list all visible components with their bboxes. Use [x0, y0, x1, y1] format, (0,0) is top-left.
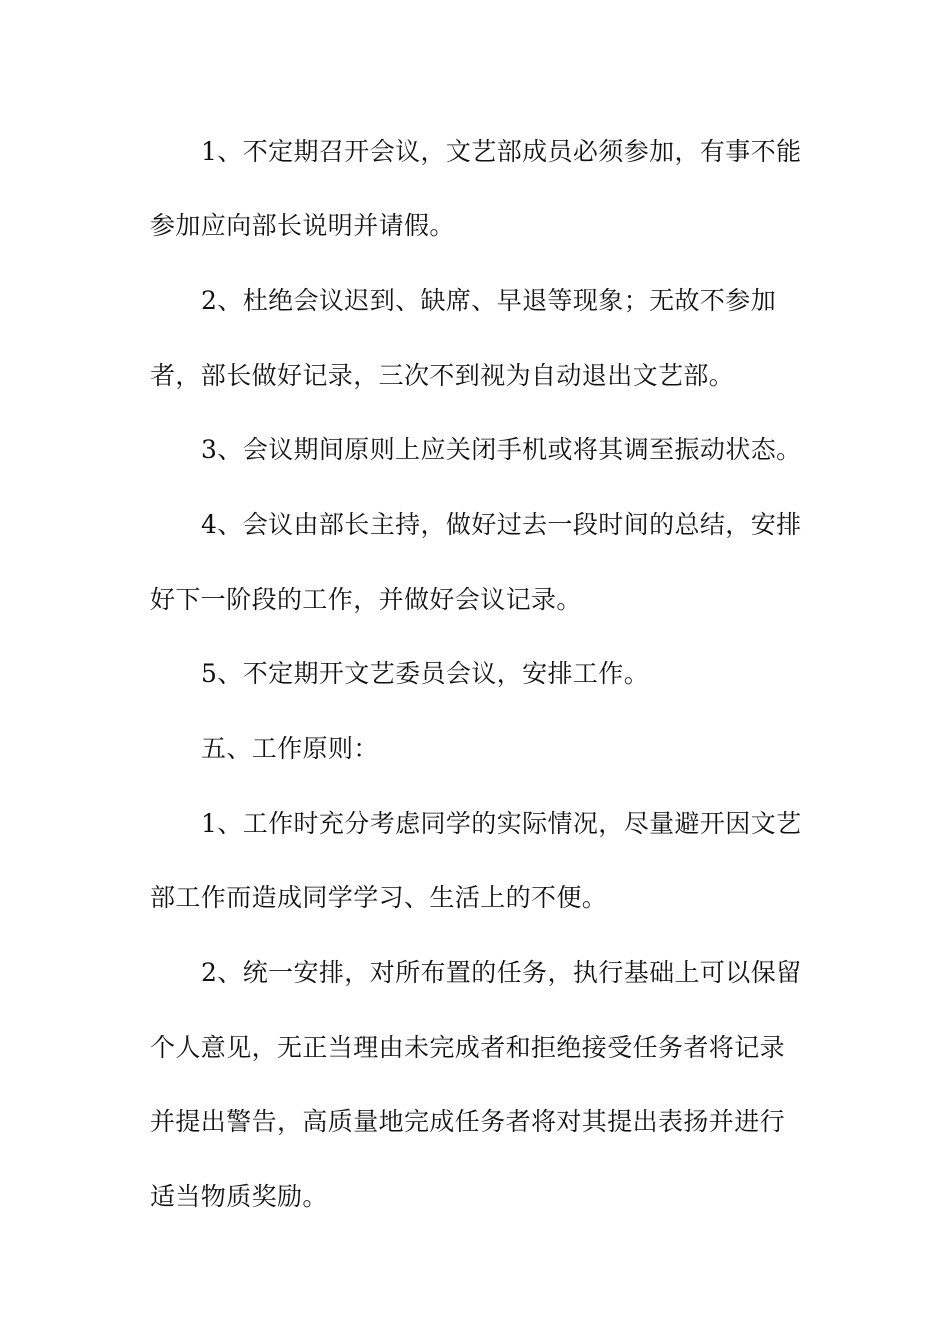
paragraph-line: 部工作而造成同学学习、生活上的不便。	[150, 883, 608, 912]
paragraph-line: 好下一阶段的工作，并做好会议记录。	[150, 585, 582, 614]
paragraph-line: 4、会议由部长主持，做好过去一段时间的总结，安排	[201, 510, 802, 539]
paragraph-line: 并提出警告，高质量地完成任务者将对其提出表扬并进行	[150, 1107, 786, 1136]
paragraph-line: 1、不定期召开会议，文艺部成员必须参加，有事不能	[201, 137, 802, 166]
paragraph-line: 个人意见，无正当理由未完成者和拒绝接受任务者将记录	[150, 1033, 786, 1062]
paragraph-line: 2、杜绝会议迟到、缺席、早退等现象；无故不参加	[201, 286, 777, 315]
paragraph-line: 参加应向部长说明并请假。	[150, 211, 455, 240]
paragraph-line: 适当物质奖励。	[150, 1182, 328, 1211]
paragraph-line: 1、工作时充分考虑同学的实际情况，尽量避开因文艺	[201, 809, 802, 838]
paragraph-line: 2、统一安排，对所布置的任务，执行基础上可以保留	[201, 958, 802, 987]
paragraph-line: 3、会议期间原则上应关闭手机或将其调至振动状态。	[201, 435, 802, 464]
paragraph-line: 者，部长做好记录，三次不到视为自动退出文艺部。	[150, 361, 735, 390]
paragraph-line: 5、不定期开文艺委员会议，安排工作。	[201, 659, 650, 688]
section-heading: 五、工作原则：	[201, 734, 379, 763]
